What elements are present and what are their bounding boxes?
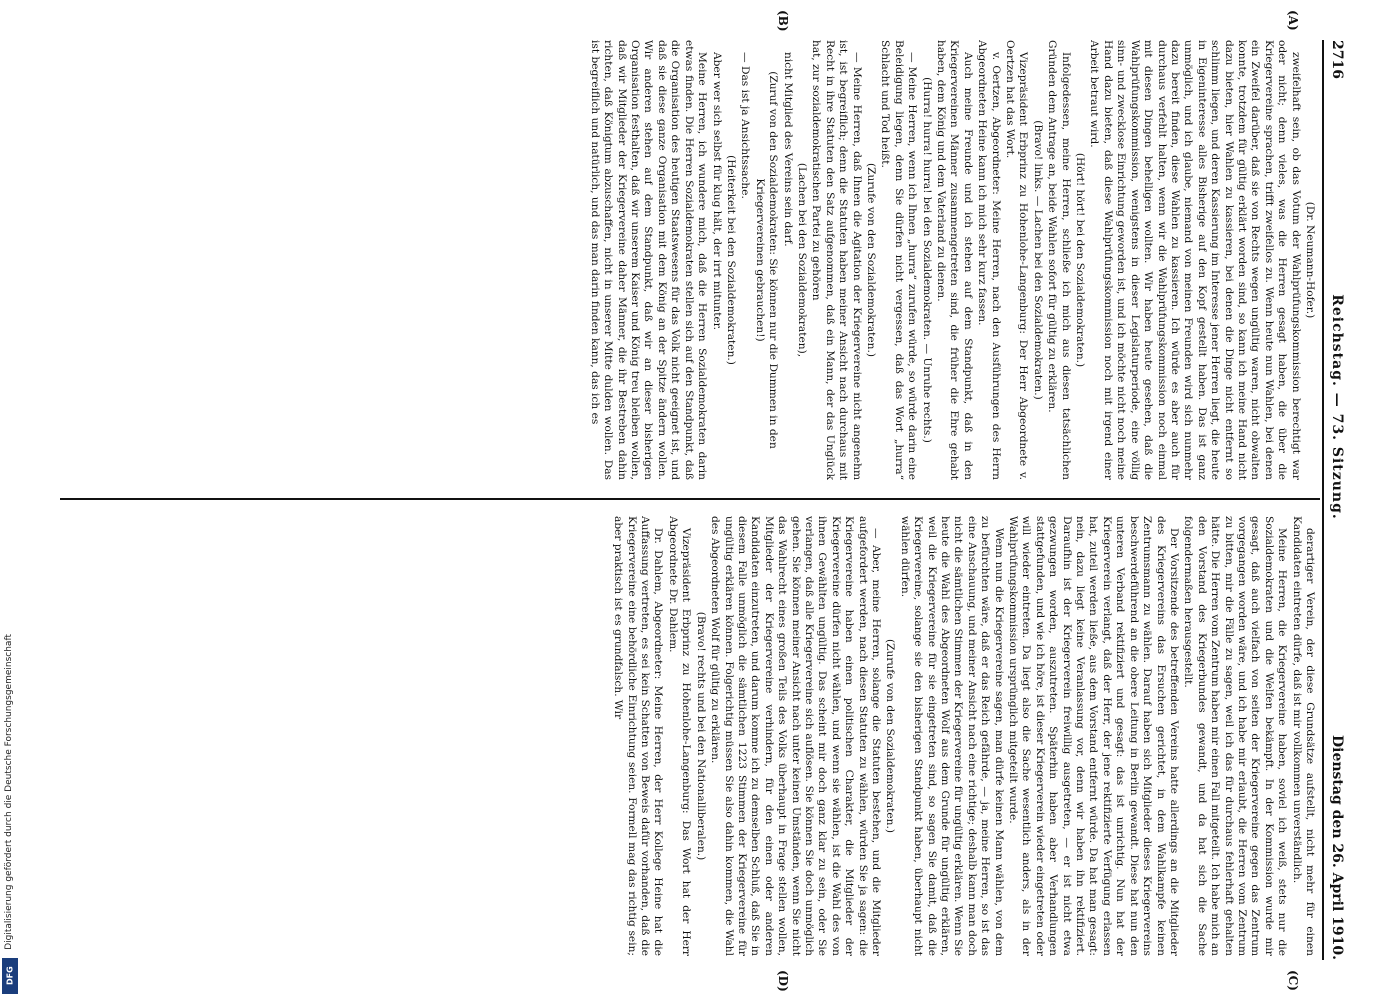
right-column-paragraph: (Zurufe von den Sozialdemokraten.) (884, 639, 897, 833)
left-column-paragraph: Meine Herren, ich wundere mich, daß die Herren Sozialdemokraten darin etwas finden. Die Herren Sozialdemokraten stellen sich auf den Standpunkt, daß die Organisation des heutigen Staatswesens für das Volk nicht geeignet ist, und daß sie diese ganze Organisation mit dem König an der Spitze ändern wollen. Wir anderen stehen auf dem Standpunkt, daß wir an dieser bisherigen Organisation festhalten, daß wir unserem Kaiser und König treu bleiben wollen, daß wir Mitglieder der Kriegervereine daher Männer, die ihr Bestreben dahin richten, daß Königtum abzuschaffen, nicht in unserer Mitte dulden wollen. Das ist begreiflich und natürlich, und das man darin finden kann, das ich es (588, 40, 709, 480)
digitization-credit: Digitalisierung gefördert durch die Deutsche Forschungsgemeinschaft (4, 634, 14, 950)
left-column-paragraph: (Heiterkeit bei den Sozialdemokraten.) (724, 155, 737, 365)
left-column-paragraph: (Hurra! hurra! hurra! bei den Sozialdemokraten. — Unruhe rechts.) (920, 77, 933, 443)
dfg-logo-icon: DFG (2, 958, 18, 994)
header-rule (1322, 40, 1324, 960)
left-column-paragraph: Auch meine Freunde und ich stehen auf dem Standpunkt, daß in den Kriegervereinen Männer zusammengetreten sind, die früher die Ehre gehabt haben, dem König und dem Vaterland zu dienen. (935, 40, 974, 480)
right-column-paragraph: Wenn nun die Kriegervereine sagen, man dürfe keinen Mann wählen, von dem zu befürchten wäre, daß er das Reich gefährde, — ja, meine Herren, so ist das eine Anschauung, und meiner Ansicht nach eine richtige; deshalb kann man doch nicht die sämtlichen Stimmen der Kriegervereine für ungültig erklären. Wenn Sie heute die Wahl des Abgeordneten Wolf aus dem Grunde für ungültig erklären, weil die Kriegervereine für sie eingetreten sind, so sagen Sie damit, daß die Kriegervereine, solange sie den bisherigen Standpunkt haben, überhaupt nicht wählen dürfen. (898, 516, 1005, 956)
session-date: Dienstag den 26. April 1910. (1329, 735, 1345, 960)
left-column-paragraph: Infolgedessen, meine Herren, schließe ich mich aus diesen tatsächlichen Gründen dem Antrage an, beide Wahlen sofort für gültig zu erklären. (1046, 40, 1072, 480)
page-header (1324, 40, 1350, 960)
sidebar-strip (0, 0, 22, 1000)
left-column-paragraph: (Lachen bei den Sozialdemokraten), (795, 162, 808, 358)
right-column-paragraph: Der Vorsitzende des betreffenden Vereins hatte allerdings an die Mitglieder des Kriegervereins das Ersuchen gerichtet, in dem Wahlkampfe keinen Zentrumsmann zu wählen. Darauf haben sich Mitglieder dieses Kriegervereins beschwerdeführend an die obere Leitung in Berlin gewandt. Diese hat nun den unteren Verband rektifiziert und gesagt: das ist unrichtig. Nun hat der Kriegerverein verlangt, daß der Herr, der jene rektifizierte Verfügung erlassen hat, zuteil werden ließe, aus dem Vorstand entfernt würde. Da hat man gesagt: nein, dazu liegt keine Veranlassung vor, denn wir haben ihn rektifiziert. Daraufhin ist der Kriegerverein freiwillig ausgetreten, — er ist nicht etwa gezwungen worden, auszutreten. Späterhin haben aber Verhandlungen stattgefunden, und wie ich höre, ist dieser Kriegerverein wieder eingetreten oder will wieder eintreten. Da liegt also die Sache wesentlich anders, als in der Wahlprüfungskommission ursprünglich mitgeteilt wurde. (1007, 516, 1180, 956)
margin-marker-b: (B) (776, 10, 790, 32)
speaker-note: (Dr. Neumann-Hofer.) (1304, 201, 1316, 319)
left-column-paragraph: — Meine Herren, daß Ihnen die Agitation der Kriegervereine nicht angenehm ist, ist begreiflich; denn die Statuten haben meiner Ansicht nach durchaus mit Recht in ihre Statuten den Satz aufgenommen, daß ein Mann, der das Unglück hat, zur sozialdemokratischen Partei zu gehören (810, 40, 863, 480)
right-column-paragraph: Dr. Dahlem, Abgeordneter: Meine Herren, der Herr Kollege Heine hat die Auffassung vertreten, es sei kein Schatten von Beweis dafür vorhanden, daß die Kriegervereine eine behördliche Einrichtung seien. Formell mag das richtig sein; aber praktisch ist es grundfalsch. Wir (612, 516, 665, 956)
margin-marker-c: (C) (1286, 970, 1300, 991)
right-paragraphs (611, 516, 1316, 956)
left-column-paragraph: zweifelhaft sein, ob das Votum der Wahlprüfungskommission berechtigt war oder nicht; denn vieles, was die Herren gesagt haben, die über die Kriegervereine sprachen, trifft zweifellos zu. Wenn heute nun Wahlen, bei denen ein Zweifel darüber, daß sie von Rechts wegen ungültig waren, nicht obwalten konnte, trotzdem für gültig erklärt worden sind, so kann ich meine Hand nicht dazu bieten, hier Wahlen zu kassieren, bei denen die Dinge nicht entfernt so schlimm liegen, und deren Kassierung im Interesse jener Herren liegt, die heute in Eigeninteresse alles Bisherige auf den Kopf gestellt haben. Das ist ganz unmöglich, und ich glaube, niemand von meinen Freunden wird sich nunmehr dazu bereit finden, diese Wahlen zu kassieren. Ich würde es aber auch für durchaus verfehlt halten, wenn wir die Wahlprüfungskommission noch einmal mit diesen Dingen behelligen wollten. Wir haben heute gesehen, daß die Wahlprüfungskommission, wenigstens in dieser Legislaturperiode, eine völlig sinn- und zwecklose Einrichtung geworden ist, und ich möchte nicht noch meine Hand dazu bieten, daß diese Wahlprüfungskommission noch mit irgend einer Arbeit betraut wird. (1088, 40, 1302, 480)
left-column-paragraph: Aber wer sich selbst für klug hält, der irrt mitunter. (710, 52, 723, 331)
right-column-paragraph: (Bravo! rechts und bei den Nationalliberalen.) (694, 611, 707, 861)
margin-marker-a: (A) (1286, 10, 1300, 31)
left-column-paragraph: v. Oertzen, Abgeordneter: Meine Herren, nach den Ausführungen des Herrn Abgeordneten Heine kann ich mich sehr kurz fassen. (976, 40, 1002, 480)
right-column-paragraph: Vizepräsident Erbprinz zu Hohenlohe-Langenburg: Das Wort hat der Herr Abgeordnete Dr. Dahlem. (666, 516, 693, 956)
left-column-paragraph: — Das ist ja Ansichtssache. (739, 52, 752, 199)
left-paragraphs (587, 40, 1301, 480)
left-column-paragraph: Vizepräsident Erbprinz zu Hohenlohe-Langenburg: Der Herr Abgeordnete v. Oertzen hat das Wort. (1004, 40, 1030, 480)
left-column-paragraph: (Bravo! links. — Lachen bei den Sozialdemokraten.) (1031, 120, 1044, 400)
column-divider (60, 498, 1320, 500)
left-column (64, 40, 1316, 480)
right-column-paragraph: Meine Herren, die Kriegervereine haben, soviel ich weiß, stets nur die Sozialdemokraten und die Welfen bekämpft. In der Kommission wurde mir gesagt, daß auch vielfach von seiten der Kriegervereine gegen das Zentrum vorgegangen worden wäre, und ich habe mir erlaubt, die Herren vom Zentrum zu bitten, mir die Fälle zu sagen, weil ich das für durchaus fehlerhaft gehalten hätte. Die Herren vom Zentrum haben mir einen Fall mitgeteilt. Ich habe mich an den Vorstand des Kriegerbundes gewandt, und da hat sich die Sache folgendermaßen herausgestellt. (1182, 516, 1289, 956)
rotated-page-content (60, 0, 1350, 1000)
page-number: 2716 (1329, 40, 1345, 79)
left-column-paragraph: nicht Mitglied des Vereins sein darf. (781, 52, 794, 247)
right-column-paragraph: derartiger Verein, der diese Grundsätze aufstellt, nicht mehr für einen Kandidaten eintreten dürfe, daß ist mir vollkommen unverständlich. (1290, 516, 1316, 956)
left-column-paragraph: (Hört! hört! bei den Sozialdemokraten.) (1074, 152, 1087, 368)
scanned-page (60, 0, 1350, 1000)
left-column-paragraph: — Meine Herren, wenn ich Ihnen „hurra“ zurufen würde, so würde darin eine Beleidigung liegen, denn Sie dürfen nicht vergessen, daß das Wort „hurra“ Schlacht und Tod heißt. (879, 40, 919, 480)
session-title: Reichstag. — 73. Sitzung. (1329, 294, 1345, 520)
right-column (64, 516, 1316, 956)
left-column-paragraph: (Zurufe von den Sozialdemokraten.) (865, 163, 877, 357)
right-column-paragraph: — Aber, meine Herren, solange die Statuten bestehen, und die Mitglieder aufgefordert werden, nach diesen Statuten zu wählen, würden Sie ja sagen: die Kriegervereine haben einen politischen Charakter, die Mitglieder der Kriegervereine dürfen nicht wählen, und wenn sie wählen, ist die Wahl des von ihnen Gewählten ungültig. Das scheint mir doch ganz klar zu sein, oder Sie verlangen, daß alle Kriegervereine sich auflösen. Sie können Sie doch unmöglich gehen. Sie können meiner Ansicht nach unter keinen Umständen, wenn Sie nicht das Wahlrecht eines großen Teils des Volks überhaupt in Frage stellen wollen, Mitglieder der Kriegervereine verhindern, für den einen oder anderen Kandidaten einzutreten, und darum komme ich zu demselben Schluß, daß Sie in diesem Falle unmöglich die sämtlichen 1223 Stimmen der Kriegervereine für ungültig erklären können. Folgerichtig müssen Sie also dahin kommen, die Wahl des Abgeordneten Wolf für gültig zu erklären. (709, 516, 882, 956)
margin-marker-d: (D) (776, 970, 790, 992)
left-column-paragraph: (Zuruf von den Sozialdemokraten: Sie können nur die Dummen in den Kriegervereinen gebrauchen!) (753, 71, 780, 449)
